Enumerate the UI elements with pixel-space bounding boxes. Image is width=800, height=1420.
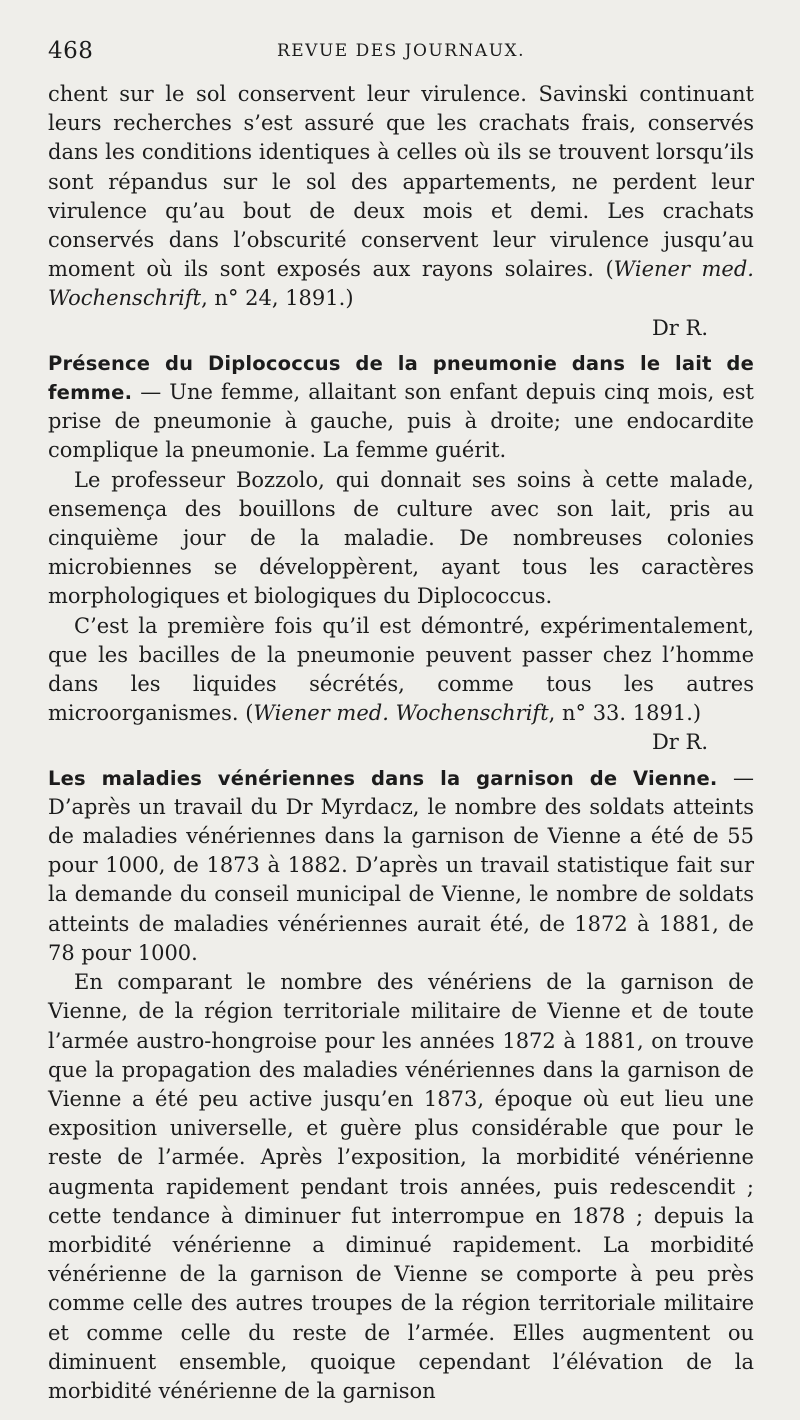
article3-text-1: — D’après un travail du Dr Myrdacz, le nombre des soldats atteints de maladies vénériennes dans la garnison de Vienne a été de 55 pour 1000, de 1873 à 1882. D’après un travail statistique fait sur la demande du conseil municipal de Vienne, le nombre de soldats atteints de maladies vénériennes aurait été, de 1872 à 1881, de 78 pour 1000.	[48, 765, 754, 965]
article2-text-1: — Une femme, allaitant son enfant depuis cinq mois, est prise de pneumonie à gauche, puis à droite; une endocardite complique la pneumonie. La femme guérit.	[48, 380, 754, 463]
article3-paragraph-1	[48, 764, 754, 968]
running-head	[48, 38, 754, 68]
article1-text: chent sur le sol conservent leur virulence. Savinski continuant leurs recherches s’est assuré que les crachats frais, conservés dans les conditions identiques à celles où ils se trouvent lorsqu’ils sont répandus sur le sol des appartements, ne perdent leur virulence qu’au bout de deux mois et demi. Les crachats conservés dans l’obscurité conservent leur virulence jusqu’au moment où ils sont exposés aux rayons solaires. (	[48, 82, 754, 282]
article2-text-2: Le professeur Bozzolo, qui donnait ses soins à cette malade, ensemença des bouillons de culture avec son lait, pris au cinquième jour de la maladie. De nombreuses colonies microbiennes se développèrent, ayant tous les caractères morphologiques et biologiques du Diplococcus.	[48, 467, 754, 609]
article3-text-2: En comparant le nombre des vénériens de la garnison de Vienne, de la région territoriale militaire de Vienne et de toute l’armée austro-hongroise pour les années 1872 à 1881, on trouve que la propagation des maladies vénériennes dans la garnison de Vienne a été peu active jusqu’en 1873, époque où eut lieu une exposition universelle, et guère plus considérable que pour le reste de l’armée. Après l’exposition, la morbidité vénérienne augmenta rapidement pendant trois années, puis redescendit ; cette tendance à diminuer fut interrompue en 1878 ; depuis la morbidité vénérienne a diminué rapidement. La morbidité vénérienne de la garnison de Vienne se comporte à peu près comme celle des autres troupes de la région territoriale militaire et comme celle du reste de l’armée. Elles augmentent ou diminuent ensemble, quoique cependant l’élévation de la morbidité vénérienne de la garnison	[48, 970, 754, 1403]
article2-source-rest: , n° 33. 1891.)	[548, 701, 702, 726]
article2-paragraph-1	[48, 349, 754, 466]
article1-signature: Dr R.	[651, 315, 708, 340]
article2-source: Wiener med. Wochenschrift	[253, 701, 549, 726]
article2-heading: Présence du Diplococcus de la pneumonie dans le lait de femme.	[48, 351, 754, 405]
article2-paragraph-3	[48, 612, 754, 758]
article1-paragraph	[48, 80, 754, 343]
article3-heading: Les maladies vénériennes dans la garnison de Vienne.	[48, 766, 718, 790]
article2-paragraph-2	[48, 466, 754, 612]
page-number: 468	[48, 38, 94, 64]
article2-signature: Dr R.	[651, 730, 708, 755]
article1-source: Wiener med. Wochenschrift	[48, 257, 754, 311]
article2-text-3: C’est la première fois qu’il est démontré, expérimentalement, que les bacilles de la pneumonie peuvent passer chez l’homme dans les liquides sécrétés, comme tous les autres microorganismes. (	[48, 613, 754, 726]
journal-title: REVUE DES JOURNAUX.	[276, 41, 526, 61]
article3-paragraph-2	[48, 968, 754, 1406]
article1-source-rest: , n° 24, 1891.)	[201, 286, 354, 311]
body-text	[48, 80, 754, 1406]
